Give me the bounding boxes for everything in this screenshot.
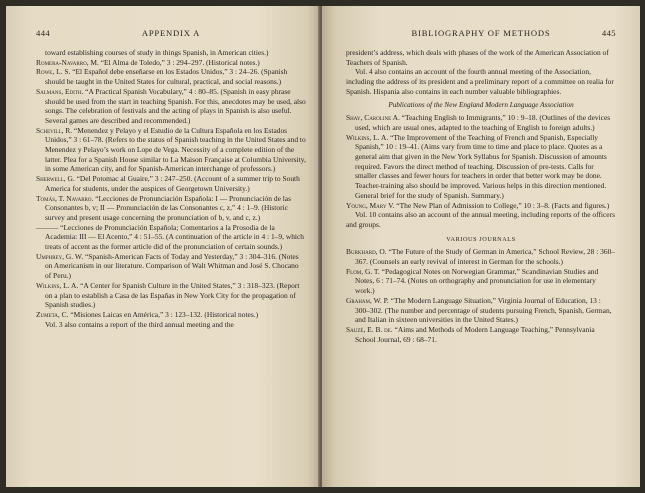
continued-entry: toward establishing courses of study in things Spanish, in American cities.) <box>45 48 269 57</box>
bibliography-entry <box>346 201 616 211</box>
entry-author: Young, Mary V. <box>346 200 395 210</box>
entry-author: Flom, G. T. <box>346 266 380 276</box>
section-heading: Publications of the New England Modern Language Association <box>388 100 574 109</box>
continued-paragraph: president’s address, which deals with phases of the work of the American Association of Teachers of Spanish. <box>346 48 609 67</box>
bibliography-entry <box>36 310 306 320</box>
bibliography-entry <box>346 113 616 132</box>
entry-author: Sherwell, G. <box>36 174 75 184</box>
closing-paragraph: Vol. 3 also contains a report of the third annual meeting and the <box>45 319 234 329</box>
bibliography-entry <box>36 174 306 193</box>
left-running-head <box>36 28 306 42</box>
entry-text: “Del Potomac al Guaire,” 3 : 247–250. (Account of a summer trip to South America for students, under the auspices of Georgetown University.) <box>45 174 300 193</box>
bibliography-entry <box>36 252 306 281</box>
entry-text: “Spanish-American Facts of Today and Yesterday,” 3 : 304–316. (Notes on Americanism in our literature. Comparison of Walt Whitman and José S. Chocano of Peru.) <box>45 251 299 281</box>
bibliography-entry <box>346 296 616 325</box>
bibliography-entry <box>36 194 306 223</box>
entry-author: Romera-Navarro, M. <box>36 57 99 67</box>
bibliography-entry <box>36 126 306 175</box>
bibliography-entry <box>346 133 616 201</box>
entry-text: “Lecciones de Pronunciación Española: I — Pronunciación de las Consonantes b, v; II — Pronunciación de las Consonantes c, z,” 4 : 1–9. (Historic survey and present usage concerning the pronunciation of b, v, and c, z.) <box>45 193 291 222</box>
entry-text: “Pedagogical Notes on Norwegian Grammar,” Scandinavian Studies and Notes, 6 : 71–74. (Notes on orthography and pronunciation for use in elementary work.) <box>355 266 599 296</box>
paragraph: Vol. 4 also contains an account of the fourth annual meeting of the Association, including the address of its president and a preliminary report of a committee on realia for Spanish. Hispania also contains in each number valuable bibliographies. <box>346 67 614 96</box>
entry-text: “Teaching English to Immigrants,” 10 : 9–18. (Outlines of the devices used, which are usual ones, adapted to the teaching of English to foreign adults.) <box>355 113 611 132</box>
entry-text: “The Improvement of the Teaching of French and Spanish, Especially Spanish,” 10 : 19–41. (Aims vary from time to time and place to place. Quotes as a general aim that given in the New York Syllabus for Spanish. Discussion of amounts required. Favors the direct method of teaching. Discussion of pre-tests. Calls for smaller classes and fewer hours for teachers in order that better work may be done. Teacher-training also should be improved. Various helps in this direction mentioned. General brief for the study of Spanish. Summary.) <box>355 132 607 200</box>
right-page <box>322 6 640 487</box>
entry-text: “A Center for Spanish Culture in the United States,” 3 : 318–323. (Report on a plan to establish a Casa de las Españas in New York City for the propagation of Spanish studies.) <box>45 280 300 310</box>
entry-text: “Aims and Methods of Modern Language Teaching,” Pennsylvania School Journal, 69 : 68–71. <box>355 324 595 344</box>
entry-author: Umphrey, G. W. <box>36 251 84 261</box>
entry-text: “El Alma de Toledo,” 3 : 294–297. (Historical notes.) <box>100 57 260 67</box>
bibliography-entry <box>36 87 306 126</box>
entry-author: Shay, Caroline A. <box>346 113 400 123</box>
entry-text: “The Modern Language Situation,” Virginia Journal of Education, 13 : 300–302. (The number and percentage of students pursuing French, Spanish, German, and Italian in sixteen universities in the United States.) <box>355 295 612 325</box>
entry-author: Sauzé, E. B. de. <box>346 324 393 334</box>
entry-author: Schevill, R. <box>36 125 73 135</box>
entry-text: “Menendez y Pelayo y el Estudio de la Cultura Española en los Estados Unidos,” 3 : 61–78. (Refers to the status of Spanish teaching in the United States and to Menendez y Pelayo’s work on Lope de Vega. Necessity of a complete edition of the latter. Plea for a Spanish House similar to La Maison Française at Columbia University, in some American city, and for Spanish-American interchange of professors.) <box>45 125 306 174</box>
entry-author: Salmans, Edith. <box>36 86 84 96</box>
left-page-number: 444 <box>36 28 51 38</box>
bibliography-entry <box>36 67 306 86</box>
entry-author-ditto: ——— <box>36 222 59 232</box>
bibliography-entry <box>36 281 306 310</box>
entry-author: Wilkins, L. A. <box>346 132 389 142</box>
entry-author: Burkhard, O. <box>346 247 387 257</box>
entry-author: Graham, W. P. <box>346 295 389 305</box>
entry-author: Tomás, T. Navarro. <box>36 193 94 203</box>
bibliography-entry <box>346 325 616 344</box>
right-running-head <box>346 28 616 42</box>
bibliography-entry <box>346 267 616 296</box>
journals-heading: VARIOUS JOURNALS <box>446 235 516 243</box>
entry-text: “The New Plan of Admission to College,” 10 : 3–8. (Facts and figures.) <box>396 200 610 210</box>
entry-author: Zumeta, C. <box>36 309 69 319</box>
entry-author: Wilkins, L. A. <box>36 280 79 290</box>
left-page-body <box>36 48 306 329</box>
right-page-number: 445 <box>601 28 616 38</box>
right-page-body <box>346 48 616 344</box>
entry-text: “A Practical Spanish Vocabulary,” 4 : 80–85. (Spanish in easy phrase should be used from the start in teaching Spanish. For this, anecdotes may be used, also songs. The celebration of festivals and the acting of plays in Spanish is also useful. Several games are described and recommended.) <box>45 86 306 125</box>
bibliography-entry <box>346 247 616 266</box>
entry-text: “Lecciones de Pronunciación Española; Comentarios a la Prosodia de la Academia: III — El Acento,” 4 : 51–55. (A continuation of the article in 4 : 1–9, which treats of accent as the former article did of the pronunciation of certain sounds.) <box>45 222 305 252</box>
left-running-title: APPENDIX A <box>141 28 201 38</box>
left-page <box>6 6 320 487</box>
section-note: Vol. 10 contains also an account of the annual meeting, including reports of the officers and groups. <box>346 210 615 229</box>
entry-author: Rowe, L. S. <box>36 67 71 77</box>
entry-text: “El Español debe enseñarse en los Estados Unidos,” 3 : 24–26. (Spanish should be taught in the United States for cultural, practical, and social reasons.) <box>45 67 288 87</box>
right-running-title: BIBLIOGRAPHY OF METHODS <box>411 28 551 38</box>
entry-text: “The Future of the Study of German in America,” School Review, 28 : 360–367. (Counsels an early revival of interest in German for the schools.) <box>355 247 616 267</box>
entry-text: “Misiones Laicas en América,” 3 : 123–132. (Historical notes.) <box>70 309 259 319</box>
bibliography-entry <box>36 223 306 252</box>
bibliography-entry <box>36 58 306 68</box>
